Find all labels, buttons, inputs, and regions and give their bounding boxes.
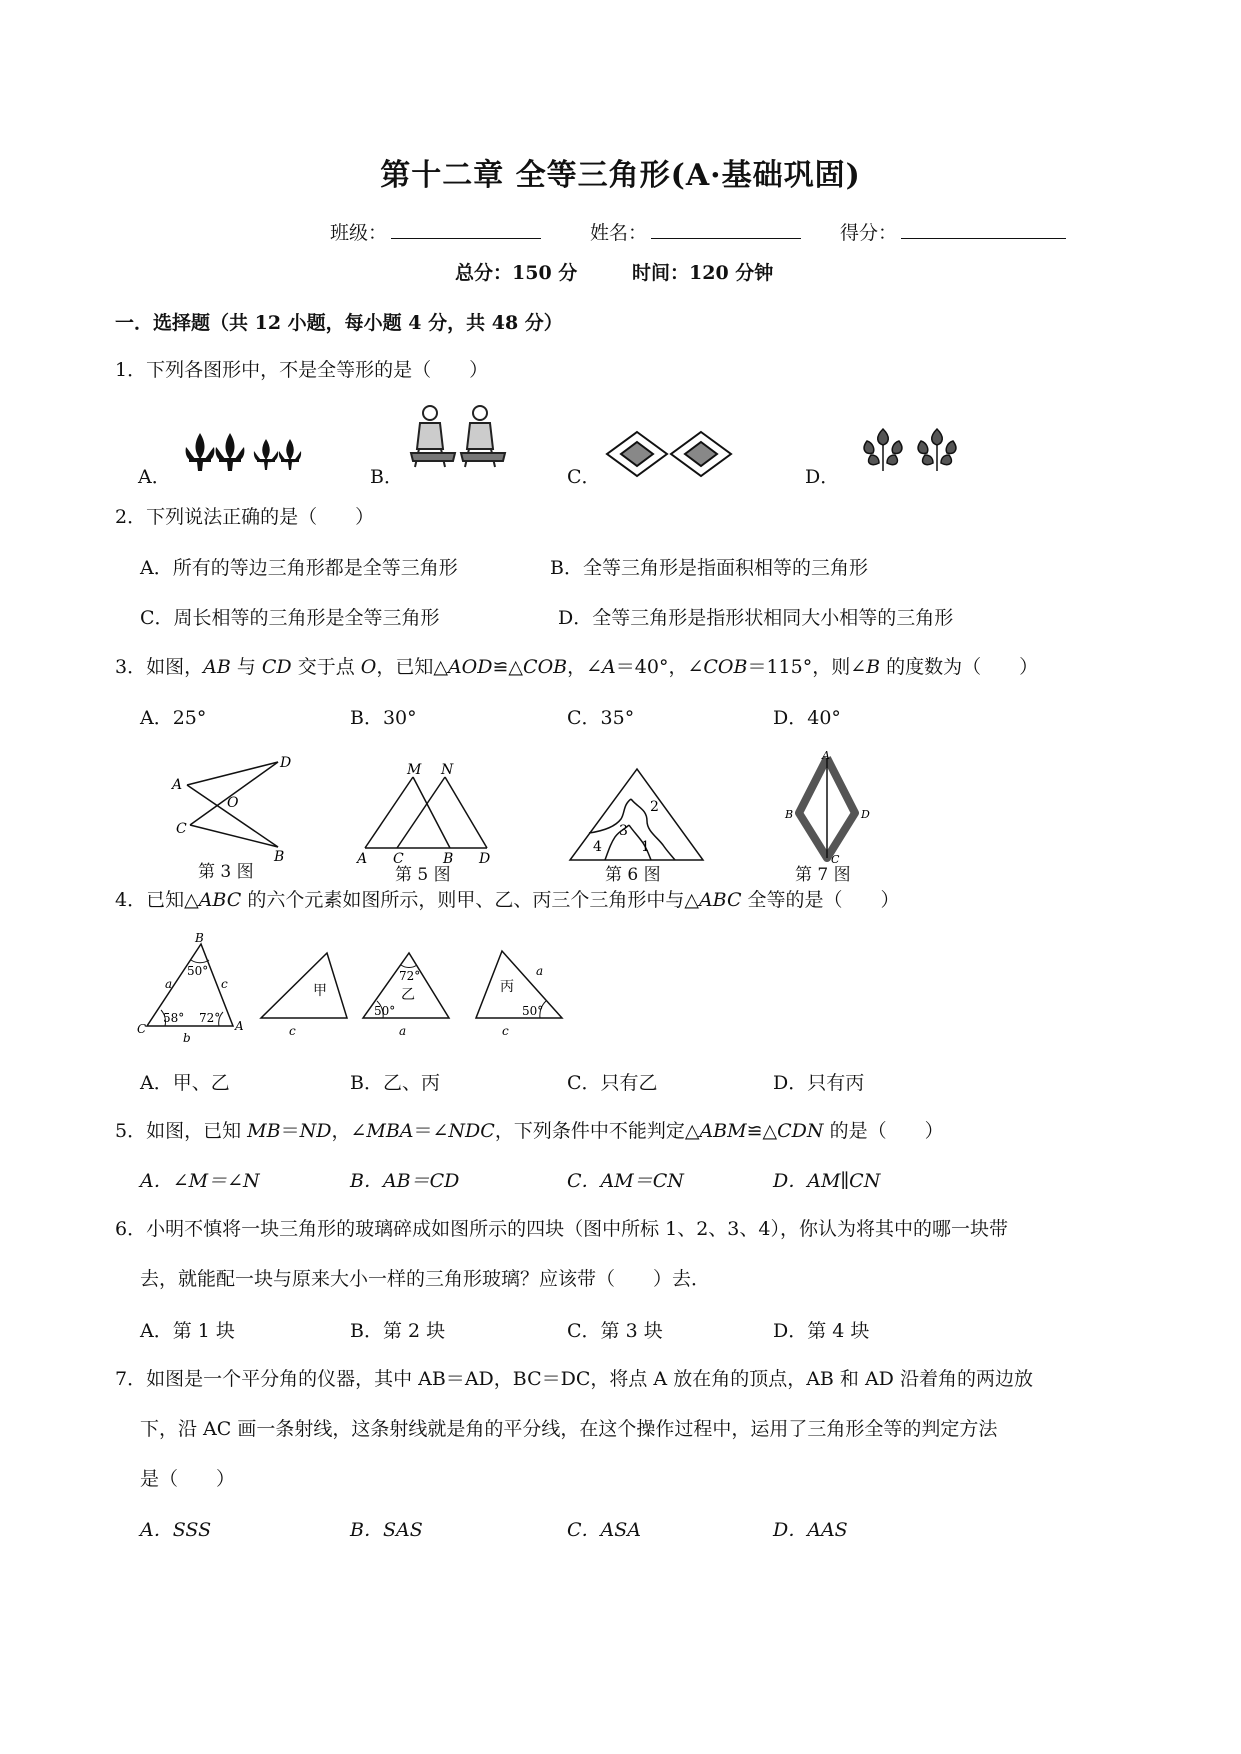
q7-line-3: 是（ ） [140, 1468, 236, 1490]
q3-option-a[interactable]: A．25° [140, 707, 207, 729]
q6-line-2: 去，就能配一块与原来大小一样的三角形玻璃？应该带（ ）去． [140, 1268, 711, 1290]
q6-line-1: 6．小明不慎将一块三角形的玻璃碎成如图所示的四块（图中所标 1、2、3、4），你认为将其中的哪一块带 [115, 1218, 1008, 1240]
class-label: 班级： [330, 222, 388, 244]
q4-label-a: a [165, 977, 173, 991]
q6-option-b[interactable]: B．第 2 块 [350, 1320, 446, 1342]
fig5-label-b: B [443, 851, 454, 865]
q4-label-b-side: b [183, 1031, 191, 1045]
page-title: 第十二章 全等三角形(A·基础巩固) [380, 158, 861, 193]
fig3-label-b: B [274, 849, 285, 865]
q3-stem: 3．如图，AB 与 CD 交于点 O，已知△AOD≌△COB，∠A＝40°，∠COB＝115°，则∠B 的度数为（ ） [115, 656, 1039, 678]
q7-option-c[interactable]: C．ASA [567, 1519, 641, 1541]
q3-option-c[interactable]: C．35° [567, 707, 635, 729]
q4-label-b: B [195, 931, 204, 945]
q1-option-d[interactable]: D． [805, 466, 840, 488]
q4-jia-label: 甲 [313, 983, 327, 999]
q4-yi-a: a [399, 1024, 407, 1038]
q6-option-a[interactable]: A．第 1 块 [140, 1320, 235, 1342]
q4-option-c[interactable]: C．只有乙 [567, 1072, 658, 1094]
q2-option-d[interactable]: D．全等三角形是指形状相同大小相等的三角形 [558, 607, 954, 629]
q7-option-b[interactable]: B．SAS [350, 1519, 423, 1541]
q4-triangle-yi [357, 945, 457, 1040]
q4-option-a[interactable]: A．甲、乙 [140, 1072, 230, 1094]
q4-label-c: c [221, 977, 228, 991]
q4-label-58: 58° [163, 1011, 185, 1025]
q1-leaf-images [855, 425, 965, 475]
name-blank[interactable] [651, 220, 801, 239]
section-heading: 一．选择题（共 12 小题，每小题 4 分，共 48 分） [115, 312, 563, 334]
q1-stem: 1．下列各图形中，不是全等形的是（ ） [115, 359, 489, 381]
q4-stem: 4．已知△ABC 的六个元素如图所示，则甲、乙、丙三个三角形中与△ABC 全等的是（ ） [115, 889, 900, 911]
exam-time: 时间：120 分钟 [632, 262, 774, 284]
fig5-label-a: A [357, 851, 368, 865]
fig5-label-c: C [393, 851, 404, 865]
fig3-label-c: C [176, 821, 187, 837]
q4-jia-c: c [289, 1024, 296, 1038]
figure-3 [170, 755, 300, 865]
q6-option-c[interactable]: C．第 3 块 [567, 1320, 663, 1342]
q4-bing-a: a [536, 964, 544, 978]
fig6-label-2: 2 [650, 799, 659, 815]
fig6-label-1: 1 [641, 839, 650, 855]
q4-yi-50: 50° [374, 1004, 396, 1018]
q4-yi-label: 乙 [401, 987, 415, 1003]
score-label: 得分： [840, 222, 898, 244]
figure-3-caption: 第 3 图 [198, 862, 254, 882]
figure-7 [775, 750, 895, 865]
q5-option-a[interactable]: A．∠M＝∠N [140, 1170, 260, 1192]
score-field [840, 218, 1066, 245]
q1-option-c[interactable]: C． [567, 466, 601, 488]
q4-option-b[interactable]: B．乙、丙 [350, 1072, 440, 1094]
q4-triangle-abc [135, 930, 245, 1045]
q3-option-d[interactable]: D．40° [773, 707, 841, 729]
q1-fleur-images [180, 425, 305, 475]
q5-stem: 5．如图，已知 MB＝ND，∠MBA＝∠NDC，下列条件中不能判定△ABM≌△CDN 的是（ ） [115, 1120, 944, 1142]
q4-bing-50: 50° [522, 1004, 544, 1018]
fig7-label-c: C [831, 853, 840, 865]
name-field [590, 218, 801, 245]
class-field [330, 218, 541, 245]
q4-option-d[interactable]: D．只有丙 [773, 1072, 865, 1094]
q4-bing-c: c [502, 1024, 509, 1038]
fig3-label-a: A [172, 777, 183, 793]
q5-option-c[interactable]: C．AM＝CN [567, 1170, 684, 1192]
total-score: 总分：150 分 [455, 262, 578, 284]
fig7-label-b: B [785, 808, 794, 821]
q1-option-a[interactable]: A． [138, 466, 171, 488]
fig3-label-o: O [227, 795, 239, 811]
fig3-label-d: D [280, 755, 292, 771]
fig5-label-n: N [441, 762, 454, 778]
score-blank[interactable] [901, 220, 1066, 239]
q5-option-d[interactable]: D．AM∥CN [773, 1170, 881, 1192]
name-label: 姓名： [590, 222, 648, 244]
q6-option-d[interactable]: D．第 4 块 [773, 1320, 870, 1342]
fig6-label-4: 4 [593, 839, 602, 855]
q4-label-c-vertex: C [137, 1022, 147, 1036]
figure-7-caption: 第 7 图 [795, 865, 851, 885]
q2-option-c[interactable]: C．周长相等的三角形是全等三角形 [140, 607, 440, 629]
fig7-label-a: A [822, 750, 830, 762]
q4-triangle-jia [255, 945, 355, 1040]
figure-5-caption: 第 5 图 [395, 865, 451, 885]
q7-option-a[interactable]: A．SSS [140, 1519, 212, 1541]
q1-figure-images [405, 403, 510, 471]
q2-option-a[interactable]: A．所有的等边三角形都是全等三角形 [140, 557, 458, 579]
fig6-label-3: 3 [619, 823, 628, 839]
q4-label-50: 50° [187, 964, 209, 978]
fig7-label-d: D [861, 808, 870, 821]
q7-line-2: 下，沿 AC 画一条射线，这条射线就是角的平分线，在这个操作过程中，运用了三角形全等的判定方法 [140, 1418, 998, 1440]
q4-label-72: 72° [199, 1011, 221, 1025]
class-blank[interactable] [391, 220, 541, 239]
fig5-label-m: M [407, 762, 422, 778]
q1-option-b[interactable]: B． [370, 466, 403, 488]
fig5-label-d: D [479, 851, 491, 865]
q7-option-d[interactable]: D．AAS [773, 1519, 848, 1541]
q4-label-a-vertex: A [235, 1019, 244, 1033]
q2-option-b[interactable]: B．全等三角形是指面积相等的三角形 [550, 557, 868, 579]
q5-option-b[interactable]: B．AB＝CD [350, 1170, 460, 1192]
q7-line-1: 7．如图是一个平分角的仪器，其中 AB＝AD，BC＝DC，将点 A 放在角的顶点，AB 和 AD 沿着角的两边放 [115, 1368, 1033, 1390]
figure-6-caption: 第 6 图 [605, 865, 661, 885]
figure-6 [565, 765, 705, 865]
q4-yi-72: 72° [399, 969, 421, 983]
q1-diamond-images [605, 430, 735, 480]
figure-5 [355, 760, 495, 865]
q2-stem: 2．下列说法正确的是（ ） [115, 506, 375, 528]
q4-bing-label: 丙 [500, 979, 514, 995]
q3-option-b[interactable]: B．30° [350, 707, 417, 729]
q4-triangle-bing [470, 945, 570, 1040]
